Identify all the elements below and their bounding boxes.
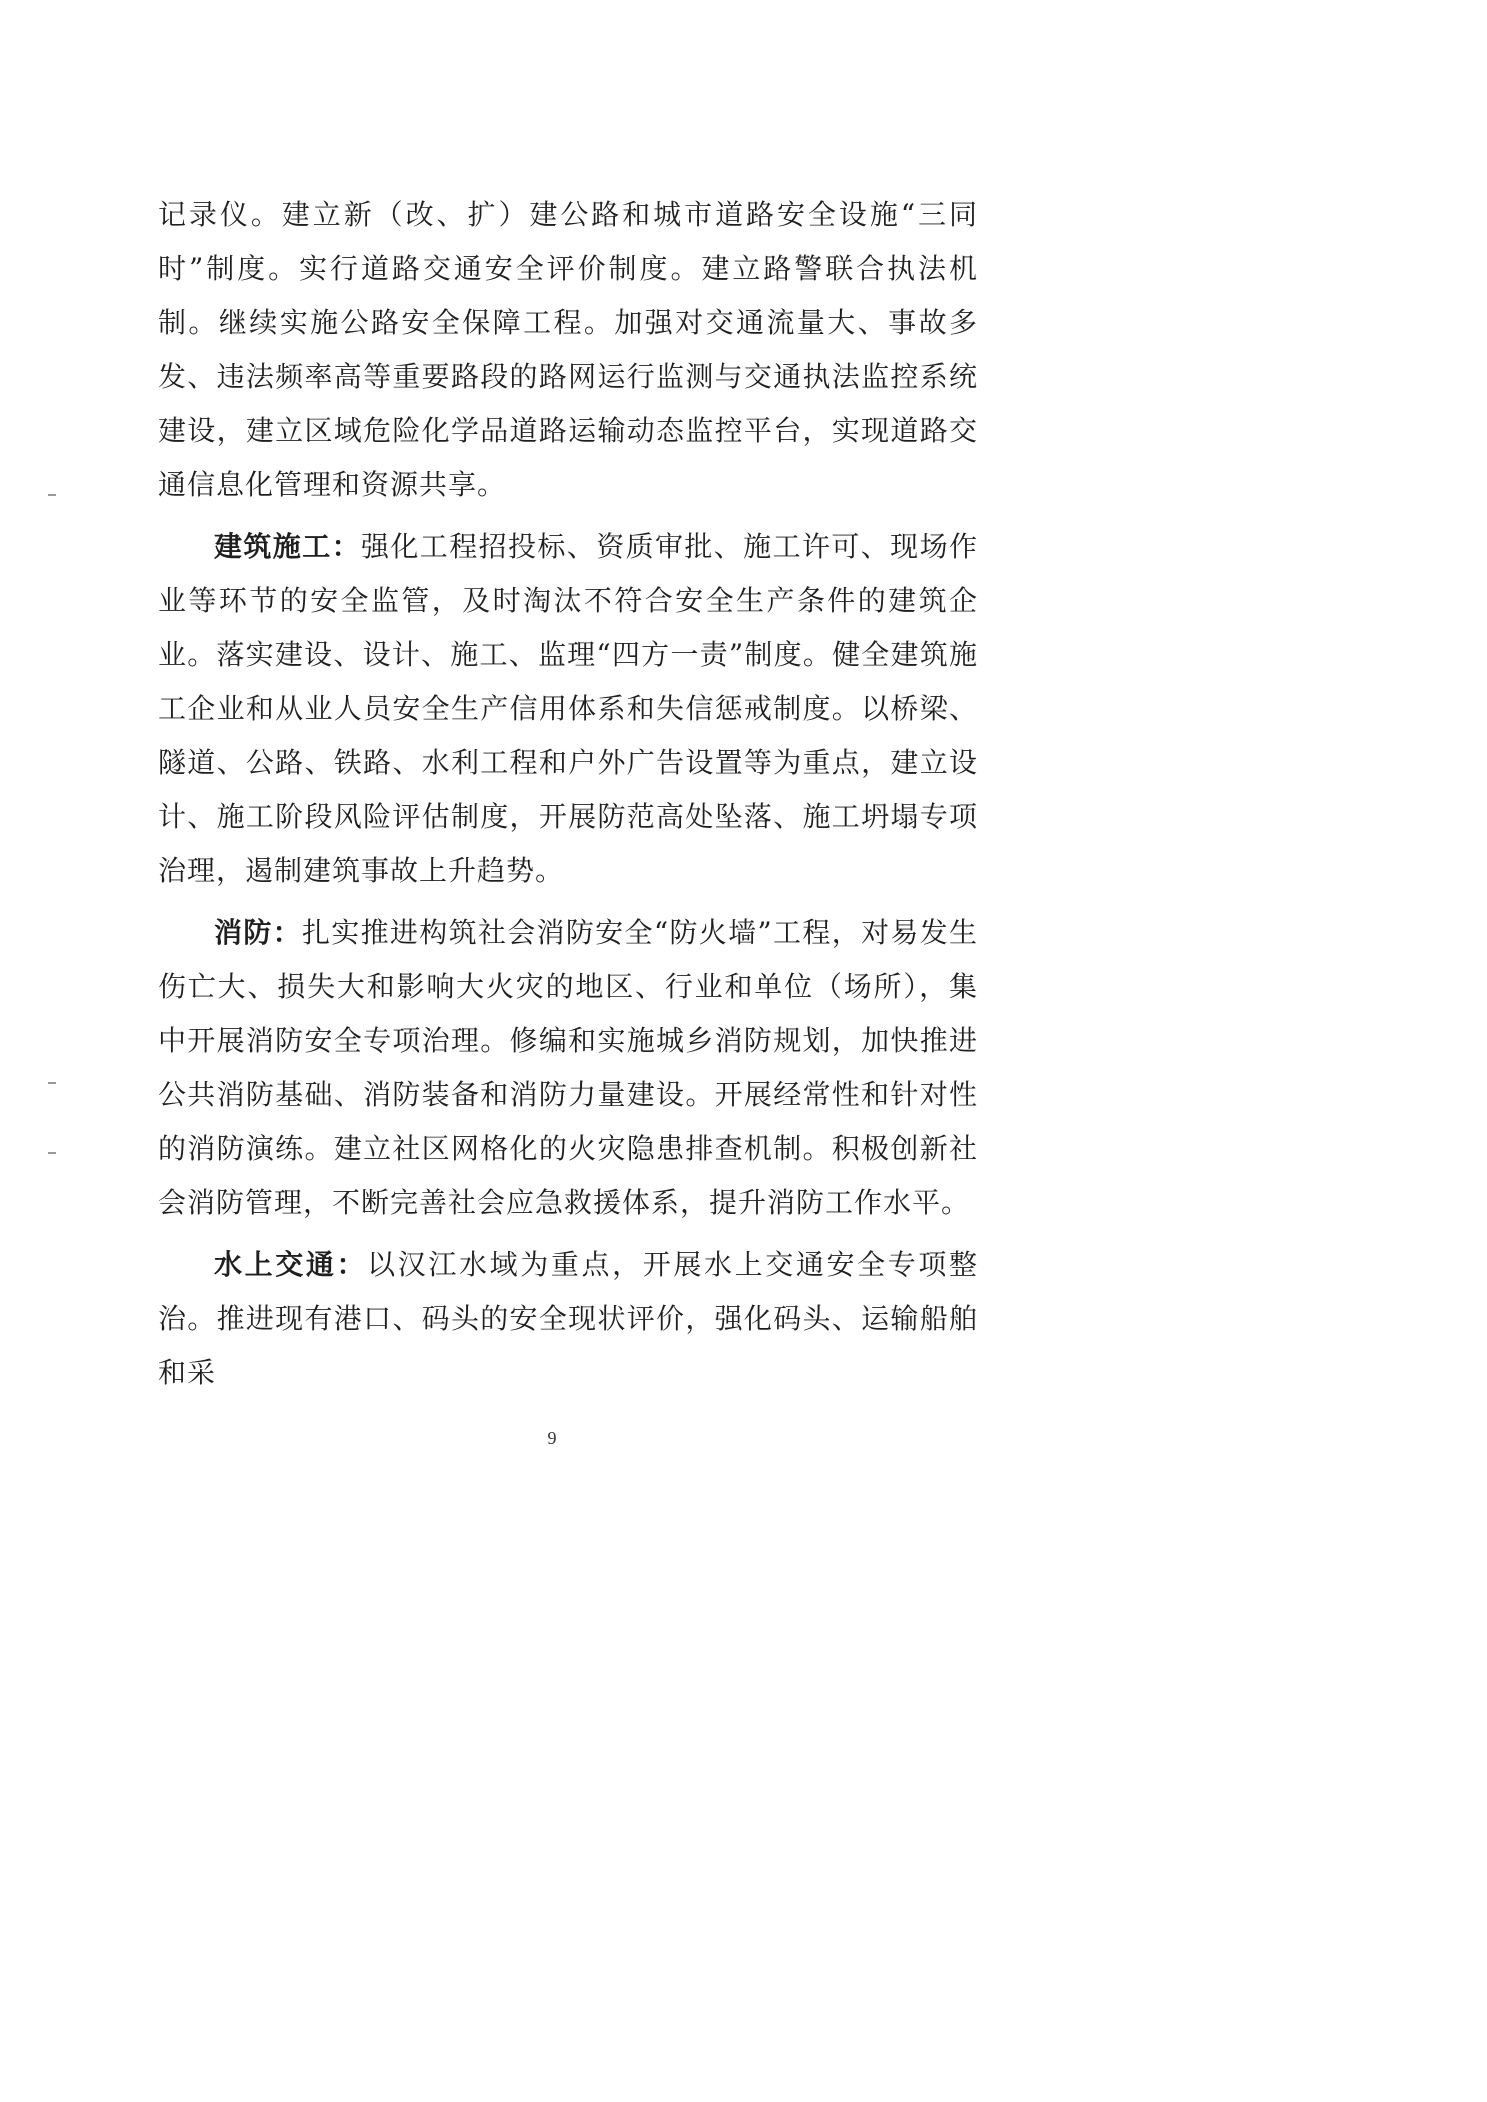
paragraph-fire-protection (158, 906, 978, 1230)
section-heading-construction: 建筑施工： (214, 530, 361, 563)
paragraph-text: 记录仪。建立新（改、扩）建公路和城市道路安全设施“三同时”制度。实行道路交通安全评价制度。建立路警联合执法机制。继续实施公路安全保障工程。加强对交通流量大、事故多发、违法频率高等重要路段的路网运行监测与交通执法监控系统建设，建立区域危险化学品道路运输动态监控平台，实现道路交通信息化管理和资源共享。 (158, 198, 978, 501)
scan-mark-left-3 (48, 1152, 56, 1154)
scan-mark-left-2 (48, 1082, 56, 1084)
scan-mark-left-1 (48, 494, 56, 496)
body-text (158, 188, 978, 1408)
paragraph-text: 强化工程招投标、资质审批、施工许可、现场作业等环节的安全监管，及时淘汰不符合安全生产条件的建筑企业。落实建设、设计、施工、监理“四方一责”制度。健全建筑施工企业和从业人员安全生产信用体系和失信惩戒制度。以桥梁、隧道、公路、铁路、水利工程和户外广告设置等为重点，建立设计、施工阶段风险评估制度，开展防范高处坠落、施工坍塌专项治理，遏制建筑事故上升趋势。 (158, 530, 978, 887)
section-heading-water-transport: 水上交通： (214, 1248, 368, 1281)
paragraph-construction (158, 520, 978, 898)
paragraph-traffic-continued (158, 188, 978, 512)
paragraph-water-transport (158, 1238, 978, 1400)
section-heading-fire-protection: 消防： (214, 916, 302, 949)
paragraph-text: 扎实推进构筑社会消防安全“防火墙”工程，对易发生伤亡大、损失大和影响大火灾的地区、行业和单位（场所），集中开展消防安全专项治理。修编和实施城乡消防规划，加快推进公共消防基础、消防装备和消防力量建设。开展经常性和针对性的消防演练。建立社区网格化的火灾隐患排查机制。积极创新社会消防管理，不断完善社会应急救援体系，提升消防工作水平。 (158, 916, 978, 1219)
paragraph-text: 以汉江水域为重点，开展水上交通安全专项整治。推进现有港口、码头的安全现状评价，强化码头、运输船舶和采 (158, 1248, 978, 1389)
page-number: 9 (547, 1428, 557, 1448)
